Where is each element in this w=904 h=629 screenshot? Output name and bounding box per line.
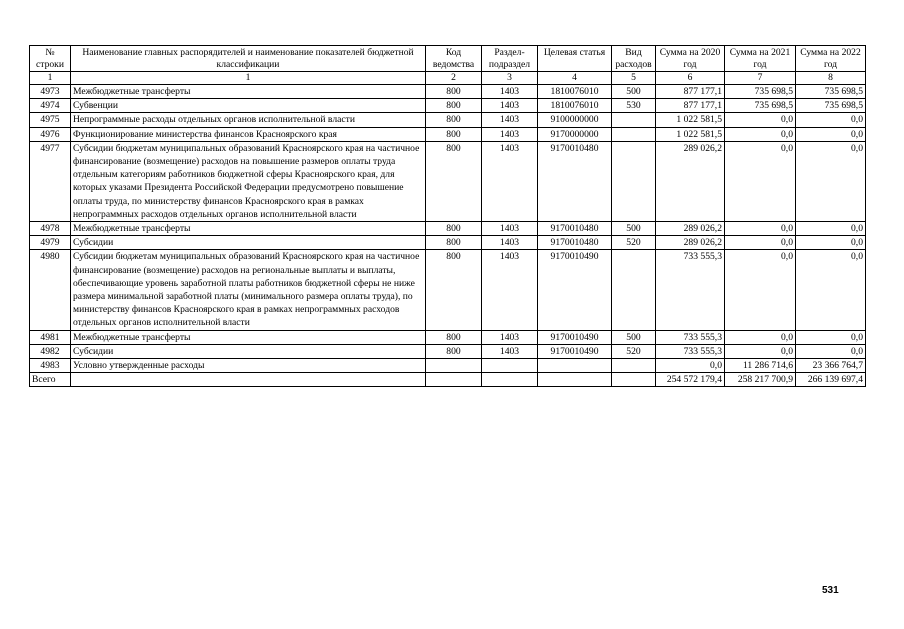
row-dept-code: 800: [426, 127, 482, 141]
row-sum-2021: 735 698,5: [725, 85, 796, 99]
row-target: 9100000000: [538, 113, 612, 127]
row-sum-2021: 0,0: [725, 344, 796, 358]
row-name: Межбюджетные трансферты: [71, 330, 426, 344]
header-name: Наименование главных распорядителей и наименование показателей бюджетной классификации: [71, 46, 426, 72]
row-sum-2022: 735 698,5: [796, 99, 866, 113]
row-exp-type: [612, 113, 656, 127]
total-sum-2022: 266 139 697,4: [796, 373, 866, 387]
row-dept-code: 800: [426, 222, 482, 236]
row-exp-type: 520: [612, 236, 656, 250]
row-sum-2022: 0,0: [796, 250, 866, 330]
row-name: Субвенции: [71, 99, 426, 113]
column-index: 5: [612, 72, 656, 85]
row-sum-2020: 877 177,1: [656, 99, 725, 113]
row-exp-type: [612, 127, 656, 141]
table-header-row: [30, 46, 866, 72]
row-number: 4981: [30, 330, 71, 344]
table-row: [30, 222, 866, 236]
row-number: 4982: [30, 344, 71, 358]
total-sum-2021: 258 217 700,9: [725, 373, 796, 387]
row-number: 4974: [30, 99, 71, 113]
row-dept-code: 800: [426, 141, 482, 221]
row-section: 1403: [482, 236, 538, 250]
column-index: 1: [71, 72, 426, 85]
table-row: [30, 141, 866, 221]
column-index-row: [30, 72, 866, 85]
header-exp-type: Вид расходов: [612, 46, 656, 72]
row-dept-code: 800: [426, 99, 482, 113]
row-section: 1403: [482, 113, 538, 127]
row-section: 1403: [482, 330, 538, 344]
table-row: [30, 359, 866, 373]
table-row: [30, 330, 866, 344]
row-exp-type: [612, 250, 656, 330]
row-name: Непрограммные расходы отдельных органов исполнительной власти: [71, 113, 426, 127]
row-number: 4980: [30, 250, 71, 330]
table-row: [30, 85, 866, 99]
row-sum-2022: 0,0: [796, 330, 866, 344]
row-dept-code: 800: [426, 236, 482, 250]
header-sum-2020: Сумма на 2020 год: [656, 46, 725, 72]
row-sum-2022: 23 366 764,7: [796, 359, 866, 373]
row-dept-code: 800: [426, 113, 482, 127]
row-target: 9170000000: [538, 127, 612, 141]
row-target: [538, 359, 612, 373]
row-sum-2020: 289 026,2: [656, 141, 725, 221]
total-sum-2020: 254 572 179,4: [656, 373, 725, 387]
row-sum-2022: 0,0: [796, 113, 866, 127]
table-row: [30, 99, 866, 113]
row-name: Функционирование министерства финансов Красноярского края: [71, 127, 426, 141]
row-sum-2022: 0,0: [796, 344, 866, 358]
row-section: 1403: [482, 344, 538, 358]
row-number: 4977: [30, 141, 71, 221]
row-exp-type: 500: [612, 330, 656, 344]
column-index: 2: [426, 72, 482, 85]
row-sum-2020: 1 022 581,5: [656, 127, 725, 141]
row-sum-2020: 289 026,2: [656, 236, 725, 250]
row-name: Межбюджетные трансферты: [71, 222, 426, 236]
row-section: 1403: [482, 141, 538, 221]
row-sum-2021: 0,0: [725, 113, 796, 127]
row-section: [482, 359, 538, 373]
table-row: [30, 250, 866, 330]
row-name: Субсидии: [71, 236, 426, 250]
row-target: 9170010490: [538, 330, 612, 344]
column-index: 4: [538, 72, 612, 85]
table-row: [30, 236, 866, 250]
row-sum-2022: 735 698,5: [796, 85, 866, 99]
row-sum-2020: 733 555,3: [656, 330, 725, 344]
column-index: 8: [796, 72, 866, 85]
row-sum-2021: 735 698,5: [725, 99, 796, 113]
row-exp-type: 520: [612, 344, 656, 358]
total-row: [30, 373, 866, 387]
row-sum-2021: 0,0: [725, 222, 796, 236]
row-name: Субсидии бюджетам муниципальных образований Красноярского края на частичное финансирование (возмещение) расходов на повышение размеров оплаты труда отдельным категориям работников бюджетной сферы Красноярского края, для которых указами Президента Российской Федерации предусмотрено повышение оплаты труда, по министерству финансов Красноярского края в рамках непрограммных расходов отдельных органов исполнительной власти: [71, 141, 426, 221]
header-dept-code: Код ведомства: [426, 46, 482, 72]
row-dept-code: 800: [426, 330, 482, 344]
row-sum-2021: 0,0: [725, 330, 796, 344]
row-dept-code: 800: [426, 85, 482, 99]
header-sum-2022: Сумма на 2022 год: [796, 46, 866, 72]
row-number: 4979: [30, 236, 71, 250]
column-index: 7: [725, 72, 796, 85]
total-label: Всего: [30, 373, 71, 387]
budget-table: [29, 45, 866, 387]
table-row: [30, 127, 866, 141]
row-sum-2020: 289 026,2: [656, 222, 725, 236]
row-target: 1810076010: [538, 85, 612, 99]
row-dept-code: [426, 359, 482, 373]
row-sum-2022: 0,0: [796, 127, 866, 141]
row-sum-2020: 733 555,3: [656, 250, 725, 330]
row-dept-code: 800: [426, 344, 482, 358]
row-exp-type: 530: [612, 99, 656, 113]
column-index: 3: [482, 72, 538, 85]
row-number: 4978: [30, 222, 71, 236]
header-target: Целевая статья: [538, 46, 612, 72]
row-sum-2020: 1 022 581,5: [656, 113, 725, 127]
row-number: 4976: [30, 127, 71, 141]
row-section: 1403: [482, 85, 538, 99]
row-section: 1403: [482, 250, 538, 330]
row-sum-2021: 0,0: [725, 236, 796, 250]
column-index: 6: [656, 72, 725, 85]
header-section: Раздел-подраздел: [482, 46, 538, 72]
row-number: 4983: [30, 359, 71, 373]
table-row: [30, 344, 866, 358]
row-sum-2021: 0,0: [725, 141, 796, 221]
row-name: Субсидии: [71, 344, 426, 358]
page-number: 531: [822, 585, 839, 596]
row-sum-2020: 0,0: [656, 359, 725, 373]
column-index: 1: [30, 72, 71, 85]
row-sum-2022: 0,0: [796, 222, 866, 236]
row-section: 1403: [482, 127, 538, 141]
row-dept-code: 800: [426, 250, 482, 330]
row-exp-type: 500: [612, 222, 656, 236]
row-name: Межбюджетные трансферты: [71, 85, 426, 99]
row-target: 9170010480: [538, 141, 612, 221]
row-sum-2021: 0,0: [725, 250, 796, 330]
row-name: Условно утвержденные расходы: [71, 359, 426, 373]
row-exp-type: [612, 141, 656, 221]
row-sum-2020: 877 177,1: [656, 85, 725, 99]
row-number: 4975: [30, 113, 71, 127]
row-sum-2021: 11 286 714,6: [725, 359, 796, 373]
row-number: 4973: [30, 85, 71, 99]
row-target: 9170010480: [538, 222, 612, 236]
row-sum-2021: 0,0: [725, 127, 796, 141]
row-sum-2022: 0,0: [796, 141, 866, 221]
row-sum-2020: 733 555,3: [656, 344, 725, 358]
header-sum-2021: Сумма на 2021 год: [725, 46, 796, 72]
row-target: 1810076010: [538, 99, 612, 113]
row-target: 9170010480: [538, 236, 612, 250]
row-exp-type: 500: [612, 85, 656, 99]
row-name: Субсидии бюджетам муниципальных образований Красноярского края на частичное финансирование (возмещение) расходов на региональные выплаты и выплаты, обеспечивающие уровень заработной платы работников бюджетной сферы не ниже размера минимальной заработной платы (минимального размера оплаты труда), по министерству финансов Красноярского края в рамках непрограммных расходов отдельных органов исполнительной власти: [71, 250, 426, 330]
row-section: 1403: [482, 222, 538, 236]
header-row-no: № строки: [30, 46, 71, 72]
row-section: 1403: [482, 99, 538, 113]
row-target: 9170010490: [538, 250, 612, 330]
row-exp-type: [612, 359, 656, 373]
row-sum-2022: 0,0: [796, 236, 866, 250]
row-target: 9170010490: [538, 344, 612, 358]
table-row: [30, 113, 866, 127]
